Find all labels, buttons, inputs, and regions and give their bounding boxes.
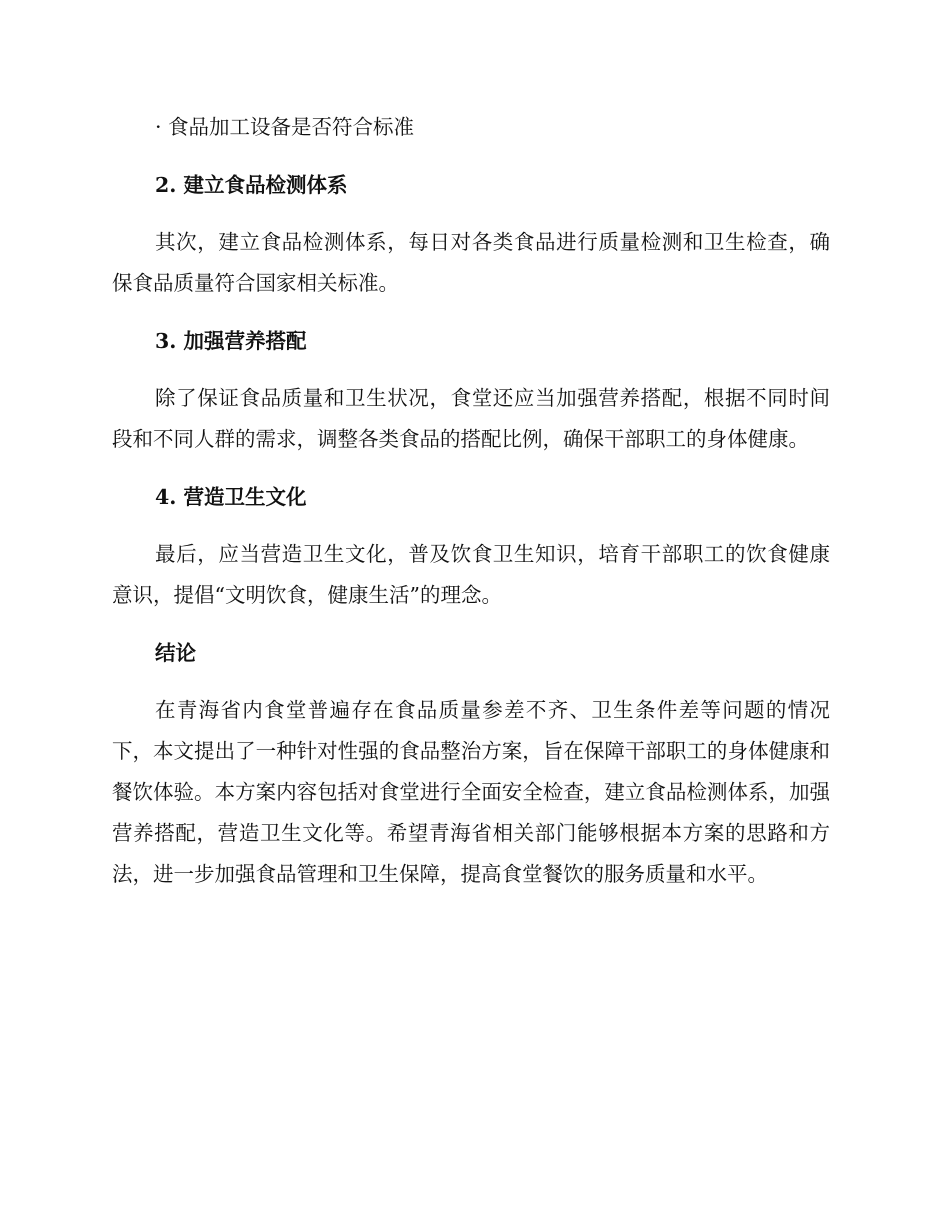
document-body [112,108,830,913]
section-heading-nutrition: 3. 加强营养搭配 [155,329,307,353]
section-body-conclusion: 在青海省内食堂普遍存在食品质量参差不齐、卫生条件差等问题的情况下，本文提出了一种针对性强的食品整治方案，旨在保障干部职工的身体健康和餐饮体验。本方案内容包括对食堂进行全面安全检查，建立食品检测体系，加强营养搭配，营造卫生文化等。希望青海省相关部门能够根据本方案的思路和方法，进一步加强食品管理和卫生保障，提高食堂餐饮的服务质量和水平。 [112,698,830,886]
section-body-food-testing: 其次，建立食品检测体系，每日对各类食品进行质量检测和卫生检查，确保食品质量符合国家相关标准。 [112,230,830,295]
section-heading-food-testing: 2. 建立食品检测体系 [155,173,348,197]
section-heading-hygiene-culture: 4. 营造卫生文化 [155,485,307,509]
section-heading-conclusion: 结论 [155,641,196,665]
bullet-item: · 食品加工设备是否符合标准 [155,115,415,139]
section-body-hygiene-culture: 最后，应当营造卫生文化，普及饮食卫生知识，培育干部职工的饮食健康意识，提倡“文明饮食，健康生活”的理念。 [112,542,830,607]
section-body-nutrition: 除了保证食品质量和卫生状况，食堂还应当加强营养搭配，根据不同时间段和不同人群的需求，调整各类食品的搭配比例，确保干部职工的身体健康。 [112,386,830,451]
